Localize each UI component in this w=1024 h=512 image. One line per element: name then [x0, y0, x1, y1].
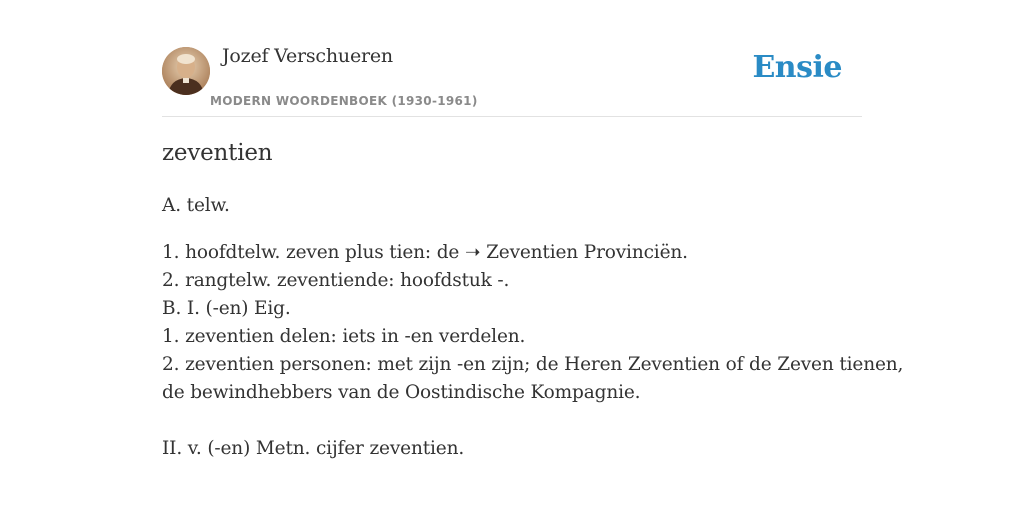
crossref-link[interactable]	[465, 242, 688, 263]
definition-line: 2. rangtelw. zeventiende: hoofdstuk -.	[162, 270, 510, 291]
definition-line: A. telw.	[162, 195, 230, 216]
arrow-right-icon: ➝	[464, 242, 481, 263]
crossref-label: Zeventien Provinciën.	[486, 242, 688, 263]
definition-text: 1. hoofdtelw. zeven plus tien: de	[162, 242, 460, 263]
definition-line: 2. zeventien personen: met zijn -en zijn; de Heren Zeventien of de Zeven tienen,	[162, 354, 904, 375]
page	[162, 0, 904, 459]
entry-title: zeventien	[162, 140, 273, 166]
definition-line: de bewindhebbers van de Oostindische Kompagnie.	[162, 382, 641, 403]
author-avatar[interactable]	[162, 47, 210, 95]
definition-line: B. I. (-en) Eig.	[162, 298, 291, 319]
author-portrait-icon	[162, 47, 210, 95]
definition-line: II. v. (-en) Metn. cijfer zeventien.	[162, 438, 465, 459]
header	[162, 0, 862, 117]
ensie-logo[interactable]: Ensie	[752, 50, 842, 85]
definition-line: 1. zeventien delen: iets in -en verdelen.	[162, 326, 526, 347]
definition-line	[162, 242, 688, 263]
author-name[interactable]: Jozef Verschueren	[222, 45, 393, 67]
dictionary-name[interactable]: MODERN WOORDENBOEK (1930-1961)	[210, 94, 478, 108]
